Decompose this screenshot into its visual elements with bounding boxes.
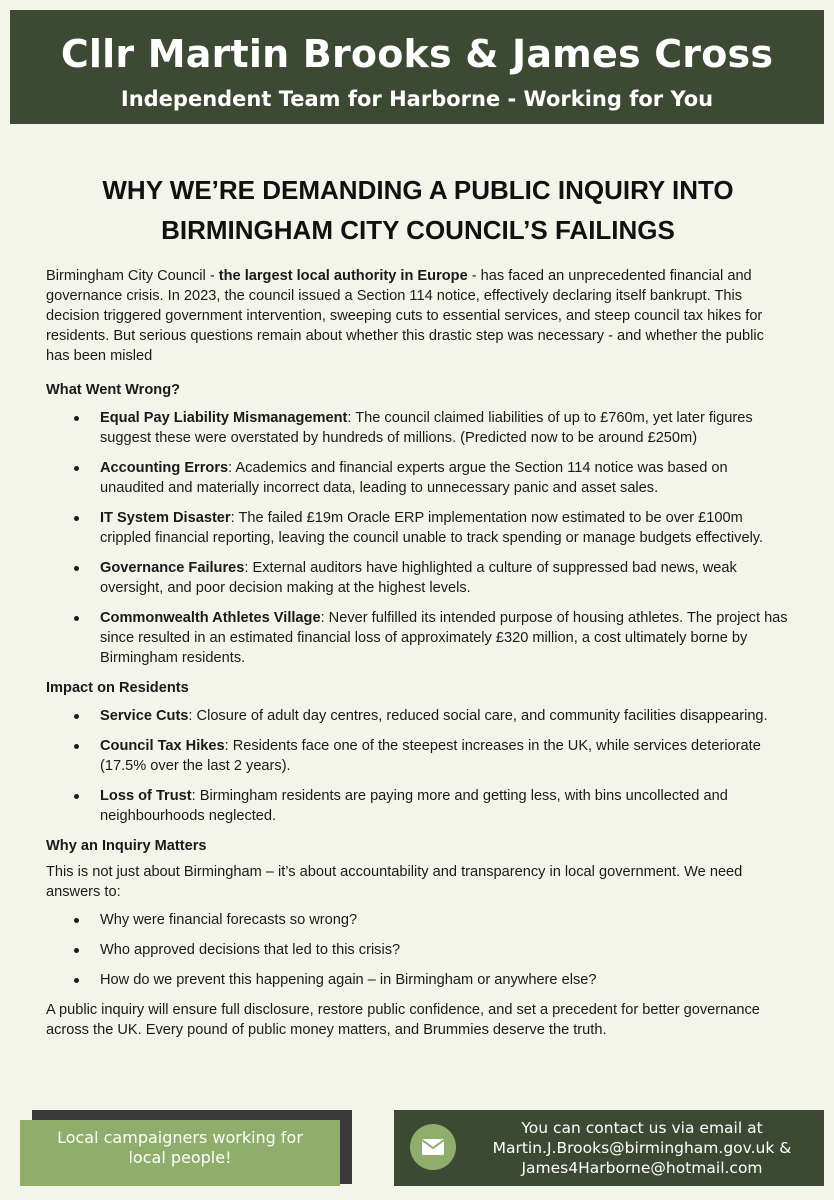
item-text: : The council claimed liabilities of up to £760m, yet later figures suggest these were overstated by hundreds of millions. (Predicted now to be around £250m) [100, 410, 753, 446]
inquiry-questions-list [46, 910, 790, 990]
list-item [46, 608, 790, 668]
slogan-line-2: local people! [128, 1148, 232, 1167]
contact-intro: You can contact us via email at [521, 1119, 763, 1137]
list-item: Who approved decisions that led to this crisis? [46, 940, 790, 960]
conclusion-paragraph: A public inquiry will ensure full disclosure, restore public confidence, and set a precedent for better governance across the UK. Every pound of public money matters, and Brummies deserve the truth. [46, 1002, 760, 1038]
councillor-names: Cllr Martin Brooks & James Cross [60, 32, 774, 76]
page-title-line-2: BIRMINGHAM CITY COUNCIL’S FAILINGS [161, 215, 675, 245]
list-item [46, 508, 790, 548]
intro-paragraph [46, 266, 790, 366]
email-icon [410, 1124, 456, 1170]
intro-text-start: Birmingham City Council - [46, 268, 219, 284]
slogan-line-1: Local campaigners working for [57, 1128, 303, 1147]
list-item [46, 736, 790, 776]
team-tagline: Independent Team for Harborne - Working for You [120, 87, 714, 111]
list-item [46, 706, 790, 726]
list-item [46, 408, 790, 448]
what-went-wrong-list [46, 408, 790, 668]
list-item: How do we prevent this happening again – in Birmingham or anywhere else? [46, 970, 790, 990]
page-title-line-1: WHY WE’RE DEMANDING A PUBLIC INQUIRY INTO [102, 175, 734, 205]
item-text: : External auditors have highlighted a culture of suppressed bad news, weak oversight, and poor decision making at the highest levels. [100, 560, 737, 596]
intro-emphasis: the largest local authority in Europe [218, 268, 468, 284]
slogan-box [20, 1120, 340, 1186]
inquiry-intro: This is not just about Birmingham – it’s about accountability and transparency in local government. We need answers to: [46, 864, 743, 900]
list-item [46, 786, 790, 826]
item-title: Loss of Trust [100, 788, 192, 804]
item-title: Service Cuts [100, 708, 189, 724]
intro-text-end: - has faced an unprecedented financial and governance crisis. In 2023, the council issued a Section 114 notice, effectively declaring itself bankrupt. This decision triggered government intervention, sweeping cuts to essential services, and steep council tax hikes for residents. But serious questions remain about whether this drastic step was necessary - and whether the public has been misled [46, 268, 764, 364]
item-text: : Academics and financial experts argue the Section 114 notice was based on unaudited and materially incorrect data, leading to unnecessary panic and asset sales. [100, 460, 728, 496]
item-text: : Closure of adult day centres, reduced social care, and community facilities disappearing. [188, 708, 768, 724]
email-james[interactable]: James4Harborne@hotmail.com [521, 1159, 763, 1177]
item-title: Commonwealth Athletes Village [100, 610, 321, 626]
list-item [46, 458, 790, 498]
impact-list [46, 706, 790, 826]
contact-text [464, 1118, 820, 1178]
list-item: Why were financial forecasts so wrong? [46, 910, 790, 930]
what-went-wrong-heading: What Went Wrong? [46, 382, 181, 398]
item-title: Accounting Errors [100, 460, 229, 476]
item-text: : Residents face one of the steepest increases in the UK, while services deteriorate (17.5% over the last 2 years). [100, 738, 761, 774]
item-title: Equal Pay Liability Mismanagement [100, 410, 348, 426]
impact-heading: Impact on Residents [46, 680, 189, 696]
inquiry-heading: Why an Inquiry Matters [46, 838, 207, 854]
item-text: : The failed £19m Oracle ERP implementation now estimated to be over £100m crippled financial reporting, leaving the council unable to track spending or manage budgets effectively. [100, 510, 764, 546]
header-banner [10, 10, 824, 124]
item-title: IT System Disaster [100, 510, 231, 526]
list-item [46, 558, 790, 598]
item-title: Council Tax Hikes [100, 738, 225, 754]
email-martin[interactable]: Martin.J.Brooks@birmingham.gov.uk & [492, 1139, 792, 1157]
item-text: : Birmingham residents are paying more and getting less, with bins uncollected and neighbourhoods neglected. [100, 788, 728, 824]
page-title [36, 170, 800, 250]
item-title: Governance Failures [100, 560, 245, 576]
article-body [46, 170, 790, 1040]
contact-box [394, 1110, 824, 1186]
item-text: : Never fulfilled its intended purpose of housing athletes. The project has since resulted in an estimated financial loss of approximately £320 million, a cost ultimately borne by Birmingham residents. [100, 610, 788, 666]
